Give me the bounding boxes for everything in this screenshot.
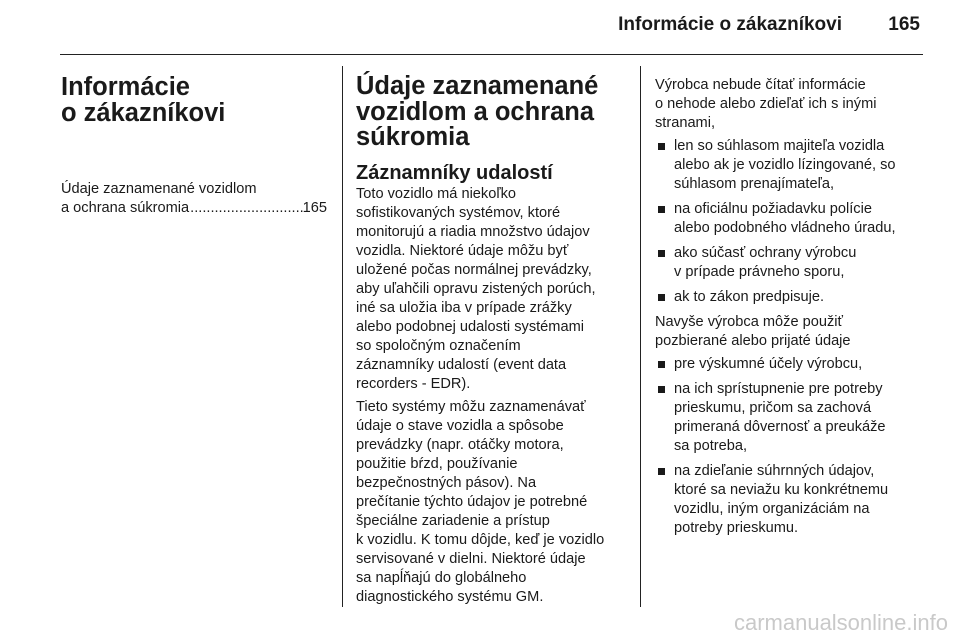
column-right bbox=[655, 74, 923, 544]
column-main bbox=[356, 74, 628, 611]
text-line: Tieto systémy môžu zaznamenávať bbox=[356, 398, 586, 415]
toc-entry-line: Údaje zaznamenané vozidlom bbox=[61, 181, 257, 197]
text-line: prečítanie týchto údajov je potrebné bbox=[356, 493, 588, 510]
toc-entry-page: 165 bbox=[302, 200, 327, 216]
text-line: Toto vozidlo má niekoľko bbox=[356, 185, 517, 202]
text-line: servisované v dielni. Niektoré údaje bbox=[356, 550, 586, 567]
text-line: v prípade právneho sporu, bbox=[674, 264, 845, 280]
chapter-title bbox=[61, 74, 327, 126]
column-toc bbox=[61, 74, 327, 218]
text-line: so spoločným označením bbox=[356, 337, 521, 354]
text-line: ktoré sa neviažu ku konkrétnemu bbox=[674, 482, 889, 498]
paragraph bbox=[655, 313, 923, 351]
text-line: súhlasom prenajímateľa, bbox=[674, 176, 835, 192]
text-line: o nehode alebo zdieľať ich s inými bbox=[655, 96, 877, 112]
text-line: alebo podobného vládneho úradu, bbox=[674, 220, 896, 236]
text-line: vozidlom a ochrana bbox=[356, 97, 595, 126]
text-line: údaje o stave vozidla a spôsobe bbox=[356, 417, 564, 434]
text-line: sofistikovaných systémov, ktoré bbox=[356, 204, 561, 221]
bullet-item bbox=[655, 288, 923, 307]
text-line: k vozidlu. K tomu dôjde, keď je vozidlo bbox=[356, 531, 605, 548]
text-line: pozbierané alebo prijaté údaje bbox=[655, 333, 851, 349]
text-line: vozidla. Niektoré údaje môžu byť bbox=[356, 242, 569, 259]
bullet-item bbox=[655, 380, 923, 456]
subsection-title: Záznamníky udalostí bbox=[356, 161, 553, 184]
bullet-item bbox=[655, 244, 923, 282]
text-line: špeciálne zariadenie a prístup bbox=[356, 512, 550, 529]
text-line: recorders - EDR). bbox=[356, 375, 471, 392]
text-line: Navyše výrobca môže použiť bbox=[655, 314, 843, 330]
text-line: prevádzky (napr. otáčky motora, bbox=[356, 436, 564, 453]
text-line: vozidlu, iným organizáciám na bbox=[674, 501, 870, 517]
toc-entry[interactable] bbox=[61, 180, 327, 218]
text-line: primeraná dôvernosť a preukáže bbox=[674, 419, 886, 435]
chapter-title-line: o zákazníkovi bbox=[61, 99, 226, 127]
running-header-title: Informácie o zákazníkovi bbox=[618, 14, 842, 35]
text-line: záznamníky udalostí (event data bbox=[356, 356, 567, 373]
chapter-title-line: Informácie bbox=[61, 73, 190, 101]
paragraph bbox=[356, 185, 628, 394]
text-line: aby uľahčili opravu zistených porúch, bbox=[356, 280, 596, 297]
text-line: na ich sprístupnenie pre potreby bbox=[674, 381, 883, 397]
text-line: iné sa uložia iba v prípade zrážky bbox=[356, 299, 572, 316]
bullet-item bbox=[655, 462, 923, 538]
bullet-item bbox=[655, 200, 923, 238]
text-line: Údaje zaznamenané bbox=[356, 72, 599, 100]
text-line: len so súhlasom majiteľa vozidla bbox=[674, 138, 885, 154]
text-line: pre výskumné účely výrobcu, bbox=[674, 356, 863, 372]
text-line: prieskumu, pričom sa zachová bbox=[674, 400, 872, 416]
paragraph bbox=[356, 398, 628, 607]
text-line: diagnostického systému GM. bbox=[356, 588, 544, 605]
text-line: stranami, bbox=[655, 115, 716, 131]
text-line: sa potreba, bbox=[674, 438, 748, 454]
text-line: uložené počas normálnej prevádzky, bbox=[356, 261, 592, 278]
text-line: na zdieľanie súhrnných údajov, bbox=[674, 463, 875, 479]
column-divider-left bbox=[342, 66, 343, 607]
text-line: ako súčasť ochrany výrobcu bbox=[674, 245, 857, 261]
section-title bbox=[356, 74, 628, 151]
page-number: 165 bbox=[888, 14, 920, 35]
text-line: Výrobca nebude čítať informácie bbox=[655, 77, 866, 93]
text-line: alebo podobnej udalosti systémami bbox=[356, 318, 584, 335]
header-divider bbox=[60, 54, 923, 55]
watermark: carmanualsonline.info bbox=[733, 610, 948, 635]
text-line: bezpečnostných pásov). Na bbox=[356, 474, 537, 491]
text-line: súkromia bbox=[356, 123, 470, 151]
column-divider-right bbox=[640, 66, 641, 607]
text-line: monitorujú a riadia množstvo údajov bbox=[356, 223, 590, 240]
text-line: sa napĺňajú do globálneho bbox=[356, 569, 527, 586]
text-line: potreby prieskumu. bbox=[674, 520, 799, 536]
paragraph bbox=[655, 76, 923, 133]
text-line: na oficiálnu požiadavku polície bbox=[674, 201, 872, 217]
text-line: alebo ak je vozidlo lízingované, so bbox=[674, 157, 896, 173]
toc-entry-line: a ochrana súkromia bbox=[61, 200, 190, 216]
bullet-item bbox=[655, 355, 923, 374]
text-line: použitie bŕzd, používanie bbox=[356, 455, 518, 472]
bullet-item bbox=[655, 137, 923, 194]
toc-leader-dots bbox=[189, 199, 302, 218]
text-line: ak to zákon predpisuje. bbox=[674, 289, 825, 305]
